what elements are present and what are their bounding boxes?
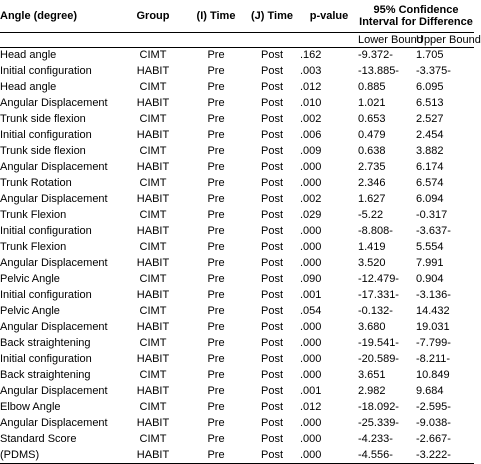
cell-angle: Initial configuration bbox=[0, 65, 92, 77]
cell-group: HABIT bbox=[136, 321, 170, 333]
cell-group: CIMT bbox=[139, 401, 167, 413]
table-body bbox=[0, 47, 474, 463]
cell-j-time: Post bbox=[260, 401, 283, 413]
cell-upper-bound: 19.031 bbox=[416, 321, 450, 333]
cell-upper-bound: 7.991 bbox=[416, 257, 444, 269]
cell-p-value: .000 bbox=[300, 177, 322, 189]
cell-i-time: Pre bbox=[207, 177, 225, 189]
cell-angle: Head angle bbox=[0, 81, 57, 93]
cell-upper-bound: 6.095 bbox=[416, 81, 444, 93]
cell-upper-bound: -0.317 bbox=[416, 209, 448, 221]
cell-lower-bound: -4.233- bbox=[358, 433, 393, 445]
cell-angle: Angular Displacement bbox=[0, 257, 108, 269]
cell-j-time: Post bbox=[260, 305, 283, 317]
cell-j-time: Post bbox=[244, 447, 300, 463]
cell-group: HABIT bbox=[136, 417, 170, 429]
cell-p-value: .000 bbox=[300, 241, 322, 253]
header-group: Group bbox=[136, 9, 170, 22]
cell-group: HABIT bbox=[136, 65, 170, 77]
cell-i-time: Pre bbox=[207, 353, 225, 365]
cell-p-value: .090 bbox=[300, 273, 322, 285]
cell-p-value: .000 bbox=[300, 417, 322, 429]
cell-i-time: Pre bbox=[207, 433, 225, 445]
cell-j-time: Post bbox=[260, 369, 283, 381]
table-row bbox=[0, 351, 474, 367]
cell-j-time: Post bbox=[260, 113, 283, 125]
cell-p-value: .000 bbox=[300, 353, 322, 365]
cell-angle: Trunk side flexion bbox=[0, 113, 86, 125]
cell-p-value: .000 bbox=[300, 161, 322, 173]
cell-upper-bound: 0.904 bbox=[416, 273, 444, 285]
cell-i-time: Pre bbox=[207, 209, 225, 221]
header-i-time: (I) Time bbox=[196, 9, 236, 22]
cell-p-value: .000 bbox=[300, 433, 322, 445]
cell-i-time: Pre bbox=[207, 273, 225, 285]
cell-i-time: Pre bbox=[188, 447, 244, 463]
cell-lower-bound: -25.339- bbox=[358, 417, 399, 429]
cell-i-time: Pre bbox=[207, 49, 225, 62]
cell-lower-bound: 3.651 bbox=[358, 369, 386, 381]
table-row bbox=[0, 431, 474, 447]
cell-upper-bound: 6.513 bbox=[416, 97, 444, 109]
cell-p-value: .003 bbox=[300, 65, 322, 77]
cell-group: HABIT bbox=[136, 385, 170, 397]
cell-upper-bound: -3.375- bbox=[416, 65, 451, 77]
cell-p-value: .000 bbox=[300, 321, 322, 333]
header-angle: Angle (degree) bbox=[0, 9, 78, 22]
cell-i-time: Pre bbox=[207, 257, 225, 269]
cell-angle: Elbow Angle bbox=[0, 401, 61, 413]
cell-lower-bound: 1.627 bbox=[358, 193, 386, 205]
cell-upper-bound: 6.574 bbox=[416, 177, 444, 189]
cell-angle: Pelvic Angle bbox=[0, 305, 60, 317]
cell-group: CIMT bbox=[139, 337, 167, 349]
table-row bbox=[0, 127, 474, 143]
cell-lower-bound: -13.885- bbox=[358, 65, 399, 77]
cell-group: CIMT bbox=[139, 273, 167, 285]
cell-p-value: .000 bbox=[300, 225, 322, 237]
cell-angle: Trunk Flexion bbox=[0, 241, 67, 253]
table-row bbox=[0, 159, 474, 175]
header-j-time: (J) Time bbox=[251, 9, 293, 22]
table-row bbox=[0, 383, 474, 399]
cell-group: CIMT bbox=[139, 209, 167, 221]
cell-i-time: Pre bbox=[207, 97, 225, 109]
table-row bbox=[0, 447, 474, 463]
cell-lower-bound: -20.589- bbox=[358, 353, 399, 365]
cell-j-time: Post bbox=[260, 81, 283, 93]
cell-upper-bound: 2.527 bbox=[416, 113, 444, 125]
cell-group: HABIT bbox=[136, 193, 170, 205]
cell-j-time: Post bbox=[260, 97, 283, 109]
table-row bbox=[0, 143, 474, 159]
cell-i-time: Pre bbox=[207, 145, 225, 157]
table-row bbox=[0, 335, 474, 351]
cell-j-time: Post bbox=[260, 289, 283, 301]
cell-i-time: Pre bbox=[207, 385, 225, 397]
cell-upper-bound: -3.222- bbox=[416, 447, 474, 463]
table-row bbox=[0, 63, 474, 79]
cell-angle: Initial configuration bbox=[0, 353, 92, 365]
cell-j-time: Post bbox=[260, 273, 283, 285]
cell-p-value: .009 bbox=[300, 145, 322, 157]
cell-i-time: Pre bbox=[207, 337, 225, 349]
cell-j-time: Post bbox=[260, 193, 283, 205]
cell-p-value: .001 bbox=[300, 385, 322, 397]
cell-lower-bound: 0.885 bbox=[358, 81, 386, 93]
cell-upper-bound: 14.432 bbox=[416, 305, 450, 317]
cell-j-time: Post bbox=[260, 417, 283, 429]
cell-angle: Back straightening bbox=[0, 337, 91, 349]
cell-angle: Angular Displacement bbox=[0, 193, 108, 205]
table-row bbox=[0, 175, 474, 191]
cell-angle: Angular Displacement bbox=[0, 385, 108, 397]
cell-angle: Head angle bbox=[0, 49, 57, 62]
cell-j-time: Post bbox=[260, 353, 283, 365]
cell-i-time: Pre bbox=[207, 241, 225, 253]
table-row bbox=[0, 111, 474, 127]
cell-angle: Angular Displacement bbox=[0, 417, 108, 429]
table-row bbox=[0, 207, 474, 223]
header-upper-bound: Upper Bound bbox=[416, 33, 481, 46]
cell-group: CIMT bbox=[139, 305, 167, 317]
cell-group: HABIT bbox=[118, 447, 188, 463]
cell-upper-bound: 9.684 bbox=[416, 385, 444, 397]
cell-group: CIMT bbox=[139, 145, 167, 157]
table-row bbox=[0, 191, 474, 207]
cell-upper-bound: -7.799- bbox=[416, 337, 451, 349]
cell-lower-bound: 2.735 bbox=[358, 161, 386, 173]
table-row bbox=[0, 287, 474, 303]
cell-lower-bound: 2.982 bbox=[358, 385, 386, 397]
table-row bbox=[0, 271, 474, 287]
cell-upper-bound: 1.705 bbox=[416, 49, 444, 62]
table-row bbox=[0, 223, 474, 239]
cell-lower-bound: -9.372- bbox=[358, 49, 393, 62]
cell-lower-bound: 3.680 bbox=[358, 321, 386, 333]
cell-angle: Angular Displacement bbox=[0, 321, 108, 333]
table-row bbox=[0, 415, 474, 431]
cell-upper-bound: -8.211- bbox=[416, 353, 451, 365]
cell-p-value: .002 bbox=[300, 113, 322, 125]
cell-group: HABIT bbox=[136, 129, 170, 141]
cell-group: HABIT bbox=[136, 97, 170, 109]
cell-p-value: .006 bbox=[300, 129, 322, 141]
cell-lower-bound: 0.653 bbox=[358, 113, 386, 125]
cell-i-time: Pre bbox=[207, 401, 225, 413]
cell-group: CIMT bbox=[139, 369, 167, 381]
cell-i-time: Pre bbox=[207, 129, 225, 141]
cell-j-time: Post bbox=[260, 145, 283, 157]
cell-angle: Trunk Rotation bbox=[0, 177, 72, 189]
cell-lower-bound: 0.479 bbox=[358, 129, 386, 141]
cell-j-time: Post bbox=[260, 129, 283, 141]
cell-upper-bound: -2.667- bbox=[416, 433, 451, 445]
cell-angle: Initial configuration bbox=[0, 289, 92, 301]
cell-lower-bound: 1.419 bbox=[358, 241, 386, 253]
cell-j-time: Post bbox=[260, 337, 283, 349]
header-spacer bbox=[0, 32, 358, 47]
cell-upper-bound: -2.595- bbox=[416, 401, 451, 413]
cell-p-value: .010 bbox=[300, 97, 322, 109]
table-row bbox=[0, 79, 474, 95]
cell-angle: Back straightening bbox=[0, 369, 91, 381]
cell-upper-bound: -3.136- bbox=[416, 289, 451, 301]
cell-group: CIMT bbox=[139, 49, 167, 62]
table-row bbox=[0, 47, 474, 63]
cell-j-time: Post bbox=[260, 241, 283, 253]
cell-p-value: .000 bbox=[300, 257, 322, 269]
table-row bbox=[0, 239, 474, 255]
cell-lower-bound: 1.021 bbox=[358, 97, 386, 109]
table-row bbox=[0, 255, 474, 271]
header-ci-label: 95% Confidence Interval for Difference bbox=[359, 3, 473, 28]
cell-i-time: Pre bbox=[207, 225, 225, 237]
cell-group: CIMT bbox=[139, 177, 167, 189]
table-row bbox=[0, 319, 474, 335]
cell-lower-bound: -18.092- bbox=[358, 401, 399, 413]
cell-angle: (PDMS) bbox=[0, 447, 118, 463]
cell-upper-bound: 10.849 bbox=[416, 369, 450, 381]
cell-i-time: Pre bbox=[207, 321, 225, 333]
header-lower-bound: Lower Bound bbox=[358, 33, 423, 46]
cell-j-time: Post bbox=[260, 161, 283, 173]
cell-lower-bound: -8.808- bbox=[358, 225, 393, 237]
cell-lower-bound: 0.638 bbox=[358, 145, 386, 157]
cell-i-time: Pre bbox=[207, 65, 225, 77]
cell-lower-bound: 2.346 bbox=[358, 177, 386, 189]
cell-p-value: .000 bbox=[300, 337, 322, 349]
cell-upper-bound: 6.094 bbox=[416, 193, 444, 205]
cell-i-time: Pre bbox=[207, 417, 225, 429]
cell-upper-bound: -3.637- bbox=[416, 225, 451, 237]
cell-p-value: .002 bbox=[300, 193, 322, 205]
cell-i-time: Pre bbox=[207, 289, 225, 301]
cell-j-time: Post bbox=[260, 65, 283, 77]
cell-lower-bound: -4.556- bbox=[358, 447, 416, 463]
cell-j-time: Post bbox=[260, 385, 283, 397]
cell-i-time: Pre bbox=[207, 369, 225, 381]
table-row bbox=[0, 95, 474, 111]
cell-i-time: Pre bbox=[207, 81, 225, 93]
cell-group: HABIT bbox=[136, 257, 170, 269]
cell-angle: Pelvic Angle bbox=[0, 273, 60, 285]
cell-lower-bound: 3.520 bbox=[358, 257, 386, 269]
cell-group: HABIT bbox=[136, 161, 170, 173]
table-row bbox=[0, 399, 474, 415]
cell-p-value: .000 bbox=[300, 447, 358, 463]
cell-j-time: Post bbox=[260, 209, 283, 221]
cell-group: HABIT bbox=[136, 289, 170, 301]
cell-j-time: Post bbox=[260, 177, 283, 189]
cell-group: CIMT bbox=[139, 113, 167, 125]
cell-angle: Angular Displacement bbox=[0, 161, 108, 173]
cell-lower-bound: -5.22 bbox=[358, 209, 384, 221]
cell-j-time: Post bbox=[260, 49, 283, 62]
cell-p-value: .029 bbox=[300, 209, 322, 221]
cell-upper-bound: 2.454 bbox=[416, 129, 444, 141]
cell-j-time: Post bbox=[260, 433, 283, 445]
cell-group: HABIT bbox=[136, 353, 170, 365]
table-row bbox=[0, 303, 474, 319]
cell-j-time: Post bbox=[260, 321, 283, 333]
cell-angle: Standard Score bbox=[0, 433, 77, 445]
cell-lower-bound: -17.331- bbox=[358, 289, 399, 301]
cell-upper-bound: -9.038- bbox=[416, 417, 451, 429]
cell-upper-bound: 3.882 bbox=[416, 145, 444, 157]
cell-p-value: .012 bbox=[300, 81, 322, 93]
cell-upper-bound: 5.554 bbox=[416, 241, 444, 253]
cell-i-time: Pre bbox=[207, 161, 225, 173]
cell-j-time: Post bbox=[260, 257, 283, 269]
cell-p-value: .000 bbox=[300, 369, 322, 381]
cell-upper-bound: 6.174 bbox=[416, 161, 444, 173]
cell-group: HABIT bbox=[136, 225, 170, 237]
cell-i-time: Pre bbox=[207, 305, 225, 317]
cell-j-time: Post bbox=[260, 225, 283, 237]
cell-angle: Angular Displacement bbox=[0, 97, 108, 109]
cell-group: CIMT bbox=[139, 241, 167, 253]
cell-angle: Initial configuration bbox=[0, 129, 92, 141]
cell-angle: Trunk Flexion bbox=[0, 209, 67, 221]
table-row bbox=[0, 367, 474, 383]
cell-angle: Initial configuration bbox=[0, 225, 92, 237]
cell-p-value: .001 bbox=[300, 289, 322, 301]
cell-p-value: .162 bbox=[300, 49, 322, 62]
cell-lower-bound: -12.479- bbox=[358, 273, 399, 285]
header-p-value: p-value bbox=[309, 9, 349, 22]
cell-i-time: Pre bbox=[207, 193, 225, 205]
cell-p-value: .012 bbox=[300, 401, 322, 413]
cell-i-time: Pre bbox=[207, 113, 225, 125]
cell-group: CIMT bbox=[139, 433, 167, 445]
cell-p-value: .054 bbox=[300, 305, 322, 317]
cell-lower-bound: -19.541- bbox=[358, 337, 399, 349]
cell-lower-bound: -0.132- bbox=[358, 305, 393, 317]
cell-angle: Trunk side flexion bbox=[0, 145, 86, 157]
header-confidence-interval bbox=[358, 0, 474, 32]
cell-group: CIMT bbox=[139, 81, 167, 93]
